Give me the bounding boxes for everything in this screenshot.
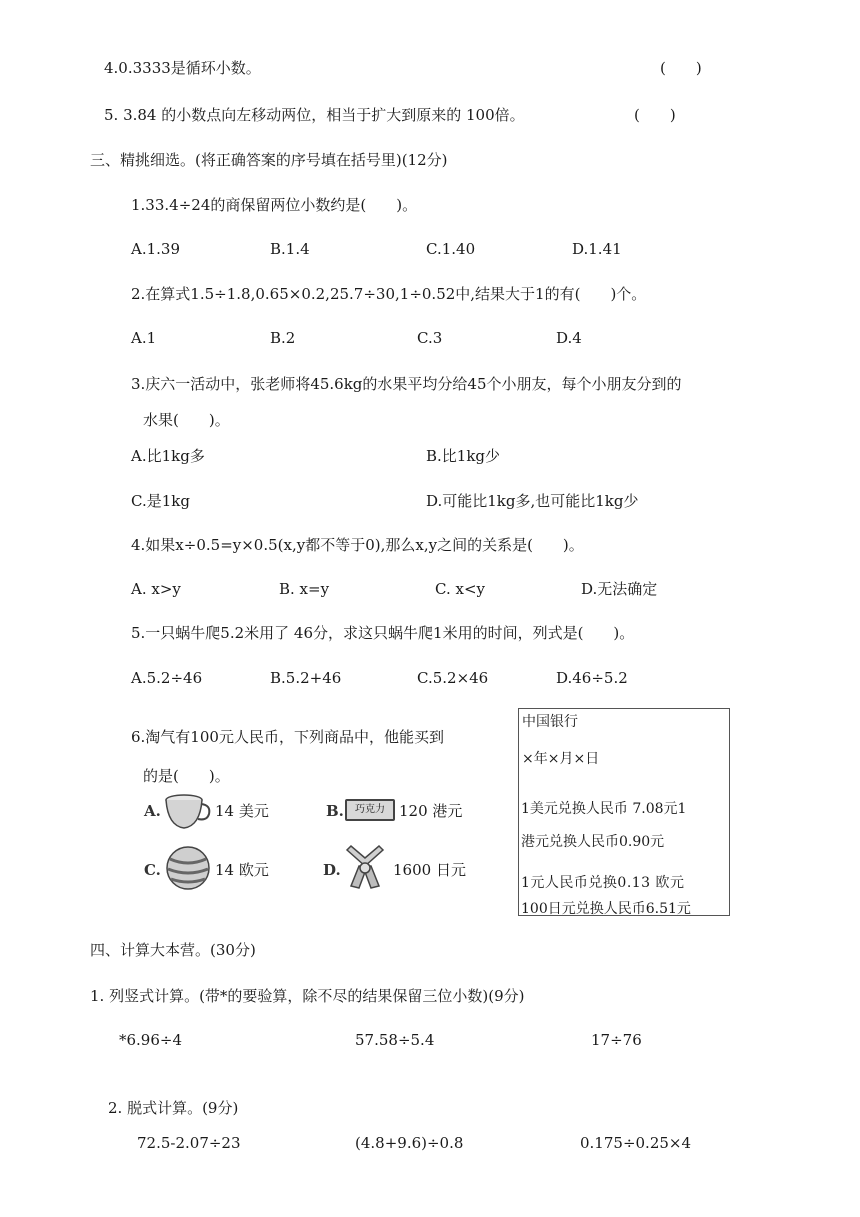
s3-q3-option-b[interactable]: B.比1kg少 [426, 447, 501, 465]
ball-icon [165, 845, 211, 891]
s3-q2-option-c[interactable]: C.3 [417, 329, 443, 347]
s3-q4-option-c[interactable]: C. x<y [435, 580, 485, 598]
s4-p2-item-3: 0.175÷0.25×4 [580, 1134, 692, 1152]
s3-q6-text-line2: 的是( )。 [143, 767, 230, 785]
s3-q6-option-d-letter[interactable]: D. [323, 861, 341, 879]
rate-box-line1: 1美元兑换人民币 7.08元1 [521, 801, 687, 817]
s3-q4-option-b[interactable]: B. x=y [279, 580, 330, 598]
rate-box-line2: 港元兑换人民币0.90元 [521, 834, 665, 850]
judge-q4-text: 4.0.3333是循环小数。 [104, 59, 261, 77]
exchange-rate-box [518, 708, 730, 916]
s3-q2-option-b[interactable]: B.2 [270, 329, 296, 347]
judge-q4-answer-paren[interactable]: ( ) [660, 59, 702, 77]
s3-q5-option-b[interactable]: B.5.2+46 [270, 669, 342, 687]
s3-q5-option-c[interactable]: C.5.2×46 [417, 669, 489, 687]
s3-q4-text: 4.如果x÷0.5=y×0.5(x,y都不等于0),那么x,y之间的关系是( )。 [131, 536, 584, 554]
s4-p1-item-1: *6.96÷4 [119, 1031, 183, 1049]
s3-q5-text: 5.一只蜗牛爬5.2米用了 46分，求这只蜗牛爬1米用的时间，列式是( )。 [131, 624, 635, 642]
s3-q6-option-c-letter[interactable]: C. [144, 861, 161, 879]
s4-p2-title: 2. 脱式计算。(9分) [108, 1099, 239, 1117]
cup-icon [164, 792, 212, 832]
s3-q6-option-d-price: 1600 日元 [393, 861, 466, 879]
rate-box-bank: 中国银行 [522, 714, 578, 730]
s4-p2-item-2: (4.8+9.6)÷0.8 [355, 1134, 464, 1152]
s3-q3-text-line2: 水果( )。 [143, 411, 230, 429]
scarf-icon [341, 844, 389, 892]
rate-box-line4: 100日元兑换人民币6.51元 [521, 901, 691, 917]
s3-q4-option-d[interactable]: D.无法确定 [581, 580, 658, 598]
s3-q1-option-c[interactable]: C.1.40 [426, 240, 476, 258]
s3-q5-option-d[interactable]: D.46÷5.2 [556, 669, 628, 687]
s3-q3-option-a[interactable]: A.比1kg多 [131, 447, 205, 465]
rate-box-line3: 1元人民币兑换0.13 欧元 [521, 875, 685, 891]
rate-box-date: ×年×月×日 [522, 751, 600, 767]
judge-q5-answer-paren[interactable]: ( ) [634, 106, 676, 124]
s3-q6-text-line1: 6.淘气有100元人民币，下列商品中，他能买到 [131, 728, 444, 746]
s3-q6-option-c-price: 14 欧元 [215, 861, 269, 879]
chocolate-icon: 巧克力 [345, 799, 395, 821]
s4-p1-item-3: 17÷76 [591, 1031, 642, 1049]
s3-q3-option-d[interactable]: D.可能比1kg多,也可能比1kg少 [426, 492, 639, 510]
s3-q6-option-a-price: 14 美元 [215, 802, 269, 820]
s4-p1-title: 1. 列竖式计算。(带*的要验算，除不尽的结果保留三位小数)(9分) [90, 987, 525, 1005]
s3-q6-option-a-letter[interactable]: A. [144, 802, 161, 820]
s3-q2-text: 2.在算式1.5÷1.8,0.65×0.2,25.7÷30,1÷0.52中,结果大于1的有( )个。 [131, 285, 647, 303]
judge-q5-text: 5. 3.84 的小数点向左移动两位，相当于扩大到原来的 100倍。 [104, 106, 525, 124]
s3-q2-option-d[interactable]: D.4 [556, 329, 582, 347]
s3-q6-option-b-letter[interactable]: B. [326, 802, 344, 820]
s3-q5-option-a[interactable]: A.5.2÷46 [131, 669, 203, 687]
s3-q3-option-c[interactable]: C.是1kg [131, 492, 190, 510]
s3-q2-option-a[interactable]: A.1 [131, 329, 157, 347]
s3-q1-option-b[interactable]: B.1.4 [270, 240, 310, 258]
s3-q4-option-a[interactable]: A. x>y [131, 580, 181, 598]
s4-p1-item-2: 57.58÷5.4 [355, 1031, 435, 1049]
s4-p2-item-1: 72.5-2.07÷23 [137, 1134, 241, 1152]
s3-q1-text: 1.33.4÷24的商保留两位小数约是( )。 [131, 196, 418, 214]
s3-q6-option-b-price: 120 港元 [399, 802, 463, 820]
s3-q1-option-a[interactable]: A.1.39 [131, 240, 180, 258]
s3-q3-text-line1: 3.庆六一活动中，张老师将45.6kg的水果平均分给45个小朋友，每个小朋友分到的 [131, 375, 682, 393]
s3-q1-option-d[interactable]: D.1.41 [572, 240, 622, 258]
section4-title: 四、计算大本营。(30分) [90, 941, 256, 959]
section3-title: 三、精挑细选。(将正确答案的序号填在括号里)(12分) [90, 151, 448, 169]
